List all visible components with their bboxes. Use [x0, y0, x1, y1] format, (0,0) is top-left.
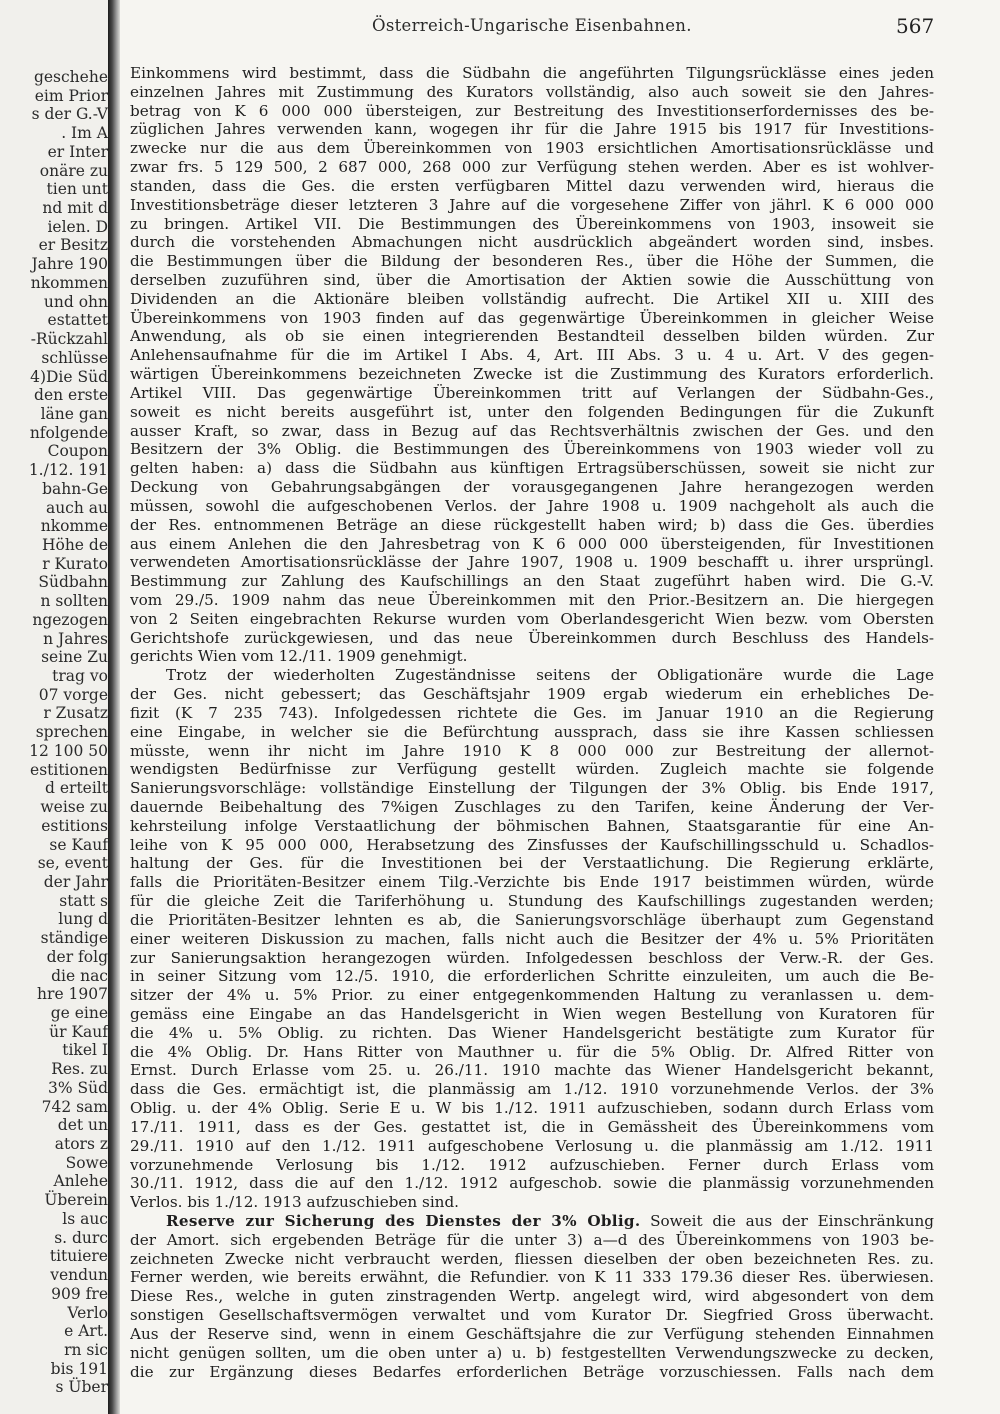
left-page-line: weise zu [40, 798, 108, 817]
body-text-line: dauernde Beibehaltung des 7%igen Zuschlages zu den Tarifen, keine Änderung der Ver- [130, 797, 934, 816]
left-page-line: onäre zu [39, 161, 108, 180]
left-page-line: und ohn [43, 292, 108, 311]
left-page-line: 4)Die Süd [30, 367, 108, 386]
left-page-line: auch au [45, 498, 108, 517]
body-text-line: der Amort. sich ergebenden Beträge für die unter 3) a—d des Übereinkommens von 1903 be- [130, 1230, 934, 1249]
body-text-line: einzelnen Jahres mit Zustimmung des Kurators vollständig, also auch soweit sie den Jahres- [130, 82, 934, 101]
body-text-line: müssen, sowohl die aufgeschobenen Verlos. der Jahre 1908 u. 1909 nachgeholt als auch die [130, 496, 934, 515]
left-page-line: Sowe [65, 1153, 108, 1172]
left-page-line: seine Zu [41, 648, 108, 667]
left-page-line: d erteilt [45, 779, 108, 798]
left-page-line: 3% Süd [47, 1078, 108, 1097]
body-text-line: die 4% u. 5% Oblig. zu richten. Das Wiener Handelsgericht bestätigte zum Kurator für [130, 1023, 934, 1042]
left-page-line: vendun [50, 1266, 108, 1285]
left-page-line: nkomme [40, 517, 108, 536]
body-text-line: der Ges. nicht gebessert; das Geschäftsjahr 1909 ergab wiederum ein erhebliches De- [130, 685, 934, 704]
left-page-line: der Jahr [43, 872, 108, 891]
body-text-line: Übereinkommens von 1903 finden auf das gegenwärtige Übereinkommen in gleicher Weise [130, 308, 934, 327]
left-page-line: bahn-Ge [42, 479, 108, 498]
body-text-line: Gerichtshofe zurückgewiesen, und das neue Übereinkommen durch Beschluss des Handels- [130, 628, 934, 647]
body-text-line: 29./11. 1910 auf den 1./12. 1911 aufgeschobene Verlosung u. die planmässig am 1./12. 1911 [130, 1136, 934, 1155]
left-page-line: se Kauf [49, 835, 108, 854]
left-page-line: ür Kauf [49, 1022, 108, 1041]
left-page-line: die nac [51, 966, 108, 985]
body-text-line [166, 1212, 934, 1230]
body-text-line: verwendeten Amortisationsrücklässe der Jahre 1907, 1908 u. 1909 beschafft u. ihrer ursprüngl. [130, 553, 934, 572]
body-text-line: Aus der Reserve sind, wenn in einem Geschäftsjahre die zur Verfügung stehenden Einnahmen [130, 1324, 934, 1343]
body-text-line: 17./11. 1911, dass es der Ges. gestattet ist, die in Gemässheit des Übereinkommens vom [130, 1117, 934, 1136]
body-text-line: soweit es nicht bereits ausgeführt ist, unter den folgenden Bedingungen für die Zukunft [130, 402, 934, 421]
left-page-line: der folg [46, 947, 108, 966]
section-heading-continuation: Soweit die aus der Einschränkung [650, 1212, 934, 1231]
body-text-line: die 4% Oblig. Dr. Hans Ritter von Mauthner u. für die 5% Oblig. Dr. Alfred Ritter von [130, 1042, 934, 1061]
left-page-line: estitionen [30, 760, 108, 779]
left-page-line: s. durc [54, 1228, 108, 1247]
body-text-line: Ernst. Durch Erlasse vom 25. u. 26./11. 1910 machte das Wiener Handelsgericht bekannt, [130, 1061, 934, 1080]
left-page-line: er Besitz [38, 236, 108, 255]
body-text-line: standen, dass die Ges. die ersten verfügbaren Mittel dazu verwenden wird, hieraus die [130, 176, 934, 195]
left-page-line: . Im A [61, 124, 108, 143]
left-page-line: 742 sam [41, 1097, 108, 1116]
left-page-line: Res. zu [51, 1060, 108, 1079]
left-page-line: estattet [47, 311, 108, 330]
body-text-line: Einkommens wird bestimmt, dass die Südbahn die angeführten Tilgungsrücklässe eines jeden [130, 64, 934, 82]
body-text-line: dass die Ges. ermächtigt ist, die planmässig am 1./12. 1910 vorzunehmende Verlos. der 3% [130, 1080, 934, 1099]
body-text-line: wendigsten Bedürfnisse zur Verfügung gestellt würden. Zugleich machte sie folgende [130, 760, 934, 779]
left-page-line: läne gan [40, 404, 108, 423]
left-page-line: tien unt [46, 180, 108, 199]
body-text-line: ausser Kraft, so zwar, dass in Bezug auf das Rechtsverhältnis zwischen der Ges. und den [130, 421, 934, 440]
left-page-line: schlüsse [41, 348, 108, 367]
left-page-line: s Über [55, 1378, 108, 1397]
body-text-line: Oblig. u. der 4% Oblig. Serie E u. W bis 1./12. 1911 aufzuschieben, sodann durch Erlass vom [130, 1099, 934, 1118]
body-text-line: Dividenden an die Aktionäre bleiben vollständig aufrecht. Die Artikel XII u. XIII des [130, 289, 934, 308]
body-text-line: Deckung von Gebahrungsabgängen der vorausgegangenen Jahre herangezogen werden [130, 478, 934, 497]
body-text-line: Trotz der wiederholten Zugeständnisse seitens der Obligationäre wurde die Lage [166, 666, 934, 685]
body-text-line: einer weiteren Diskussion zu machen, falls nicht auch die Besitzer der 4% u. 5% Prioritäten [130, 929, 934, 948]
body-text-line: vom 29./5. 1909 nahm das neue Übereinkommen mit den Prior.-Besitzern an. Die hiergegen [130, 590, 934, 609]
body-text-line: gerichts Wien vom 12./11. 1909 genehmigt. [130, 647, 468, 666]
left-page-line: r Zusatz [43, 704, 108, 723]
body-text-line: in seiner Sitzung vom 12./5. 1910, die erforderlichen Schritte einzuleiten, um auch die Be- [130, 967, 934, 986]
left-page-line: ge eine [50, 1004, 108, 1022]
left-page-line: statt s [59, 891, 108, 910]
book-gutter [108, 0, 120, 1414]
left-page-line: trag vo [52, 667, 108, 686]
left-page-line: n sollten [40, 592, 108, 611]
left-page-line: bis 191 [50, 1359, 108, 1378]
body-text-line: gelten haben: a) dass die Südbahn aus künftigen Ertragsüberschüssen, soweit sie nicht zur [130, 459, 934, 478]
body-text-line: müsste, wenn ihr nicht im Jahre 1910 K 8 000 000 zur Bestreitung der allernot- [130, 741, 934, 760]
left-page-line: hre 1907 [37, 985, 108, 1004]
left-page-line: den erste [34, 386, 108, 405]
left-page-line: 909 fre [51, 1284, 108, 1303]
left-page-line: e Art. [64, 1322, 108, 1341]
left-page-line: Verlo [67, 1303, 108, 1322]
body-text-line: aus einem Anlehen die den Jahresbetrag von K 6 000 000 übersteigenden, für Investitionen [130, 534, 934, 553]
left-page-line: rn sic [64, 1340, 108, 1359]
left-page-line: Jahre 190 [31, 255, 108, 274]
left-page-line: 1./12. 191 [28, 461, 108, 480]
left-page-line: Überein [44, 1191, 108, 1210]
body-text-line: zwar frs. 5 129 500, 2 687 000, 268 000 zur Verfügung stehen werden. Aber es ist wohlver- [130, 158, 934, 177]
body-text-line: kehrsteilung infolge Verstaatlichung der böhmischen Bahnen, Staatsgarantie für eine An- [130, 816, 934, 835]
body-text-line: zur Sanierungsaktion herangezogen würden. Infolgedessen beschloss der Verw.-R. der Ges. [130, 948, 934, 967]
left-page-line: r Kurato [42, 554, 108, 573]
left-page-line: n Jahres [43, 629, 108, 648]
right-page [120, 0, 1000, 1414]
left-page-line: 12 100 50 [29, 741, 108, 760]
left-page-line: eim Prior [34, 86, 108, 105]
body-text-line: die zur Ergänzung dieses Bedarfes erforderlichen Beträge vorzuschiessen. Falls nach dem [130, 1362, 934, 1381]
left-page-line: ngezogen [32, 610, 108, 629]
body-text-line: leihe von K 95 000 000, Herabsetzung des Zinsfusses der Kaufschillingsschuld u. Schadlos- [130, 835, 934, 854]
left-page-line: sprechen [35, 723, 108, 742]
body-text-line: haltung der Ges. für die Investitionen bei der Verstaatlichung. Die Regierung erklärte, [130, 854, 934, 873]
page-number: 567 [896, 14, 935, 38]
body-text-line: 30./11. 1912, dass die auf den 1./12. 1912 aufgeschob. sowie die planmässig vorzunehmenden [130, 1174, 934, 1193]
body-text-line: der Res. entnommenen Beträge an diese rückgestellt haben wird; b) dass die Ges. überdies [130, 515, 934, 534]
left-page-line: ielen. D [47, 217, 108, 236]
left-page-line: Höhe de [41, 536, 108, 554]
left-page-line: nkommen [30, 273, 108, 292]
body-text-line: fizit (K 7 235 743). Infolgedessen richtete die Ges. im Januar 1910 an die Regierung [130, 703, 934, 722]
body-text-line: zu bringen. Artikel VII. Die Bestimmungen des Übereinkommens von 1903, insoweit sie [130, 214, 934, 233]
left-page-line: ständige [40, 929, 108, 948]
body-text-line: gemäss eine Eingabe an das Handelsgericht in Wien wegen Bestellung von Kuratoren für [130, 1005, 934, 1023]
body-text-line: von 2 Seiten eingebrachten Rekurse wurden vom Oberlandesgericht Wien bezw. vom Obersten [130, 609, 934, 628]
body-text-line: die Prioritäten-Besitzer lehnten es ab, die Sanierungsvorschläge überhaupt zum Gegenstand [130, 910, 934, 929]
body-text-line: betrag von K 6 000 000 übersteigen, zur Bestreitung des Investitionserfordernisses des be- [130, 101, 934, 120]
left-page-line: se, event [37, 854, 108, 873]
body-text-line: derselben zuzuführen sind, über die Amortisation der Aktien sowie die Ausschüttung von [130, 271, 934, 290]
left-page-line: lung d [58, 910, 108, 929]
body-text-line: Verlos. bis 1./12. 1913 aufzuschieben sind. [130, 1193, 460, 1212]
left-page-line: tikel I [62, 1041, 108, 1060]
left-page-fragment [0, 0, 108, 1414]
left-page-line: s der G.-V [31, 105, 108, 124]
body-text-line: eine Eingabe, in welcher sie die Befürchtung aussprach, dass sie ihre Kassen schliessen [130, 722, 934, 741]
body-text-line: züglichen Jahres verwenden kann, wogegen ihr für die Jahre 1915 bis 1917 für Investitions- [130, 120, 934, 139]
running-title: Österreich-Ungarische Eisenbahnen. [372, 16, 692, 35]
body-text-line: Anlehensaufnahme für die im Artikel I Abs. 4, Art. III Abs. 3 u. 4 u. Art. V des gegen- [130, 346, 934, 365]
left-page-line: tituiere [49, 1247, 108, 1266]
body-text-line: Bestimmung zur Zahlung des Kaufschillings an den Staat zugeführt haben wird. Die G.-V. [130, 572, 934, 591]
left-page-line: Südbahn [38, 573, 108, 592]
left-page-line: estitions [41, 816, 108, 835]
body-text-line: zwecke nur die aus dem Übereinkommen von 1903 ersichtlichen Amortisationsrücklässe und [130, 139, 934, 158]
body-text-line: nicht genügen sollten, um die oben unter a) u. b) festgestellten Verwendungszwecke zu decken, [130, 1343, 934, 1362]
body-text-line: Anwendung, als ob sie einen integrierenden Bestandteil desselben bilden würden. Zur [130, 327, 934, 346]
left-page-line: ls auc [62, 1209, 108, 1228]
body-text-line: wärtigen Übereinkommens bezeichneten Zwecke ist die Zustimmung des Kurators erforderlich. [130, 365, 934, 384]
left-page-line: geschehe [33, 68, 108, 86]
body-text-line: zeichneten Zwecke nicht verbraucht werden, fliessen dieselben der oben bezeichneten Res. zu. [130, 1249, 934, 1268]
body-text-line: Sanierungsvorschläge: vollständige Einstellung der Tilgungen der 3% Oblig. bis Ende 1917, [130, 779, 934, 798]
body-text-line: Artikel VIII. Das gegenwärtige Übereinkommen tritt auf Verlangen der Südbahn-Ges., [130, 383, 934, 402]
body-text-line: falls die Prioritäten-Besitzer einem Tilg.-Verzichte bis Ende 1917 beistimmen würden, würde [130, 873, 934, 892]
left-page-line: ators z [54, 1135, 108, 1154]
body-text-line: Besitzern der 3% Oblig. die Bestimmungen des Übereinkommens von 1903 wieder voll zu [130, 440, 934, 459]
section-heading: Reserve zur Sicherung des Dienstes der 3% Oblig. [166, 1212, 641, 1231]
body-text-line: durch die vorstehenden Abmachungen nicht ausdrücklich abgeändert worden sind, insbes. [130, 233, 934, 252]
body-text-line: Investitionsbeträge dieser letzteren 3 Jahre auf die vorgesehene Ziffer von jährl. K 6 000 000 [130, 195, 934, 214]
body-text-line: die Bestimmungen über die Bildung der besonderen Res., über die Höhe der Summen, die [130, 252, 934, 271]
left-page-line: Anlehe [53, 1172, 108, 1191]
left-page-line: -Rückzahl [30, 330, 108, 349]
left-page-line: det un [57, 1116, 108, 1135]
body-text-line: Diese Res., welche in guten zinstragenden Wertp. angelegt wird, wird abgesondert von dem [130, 1287, 934, 1306]
body-text-line: sonstigen Gesellschaftsvermögen verwaltet und vom Kurator Dr. Siegfried Gross überwacht. [130, 1306, 934, 1325]
left-page-line: nfolgende [29, 423, 108, 442]
body-text-line: sitzer der 4% u. 5% Prior. zu einer entgegenkommenden Haltung zu veranlassen u. dem- [130, 986, 934, 1005]
left-page-line: 07 vorge [38, 685, 108, 704]
left-page-line: Coupon [47, 442, 108, 461]
body-text-line: vorzunehmende Verlosung bis 1./12. 1912 aufzuschieben. Ferner durch Erlass vom [130, 1155, 934, 1174]
left-page-line: nd mit d [42, 199, 108, 218]
left-page-line: er Inter [47, 142, 108, 161]
body-text-line: Ferner werden, wie bereits erwähnt, die Refundier. von K 11 333 179.36 dieser Res. überwiesen. [130, 1268, 934, 1287]
body-text-line: für die gleiche Zeit die Tariferhöhung u. Stundung des Kaufschillings zugestanden werden; [130, 892, 934, 911]
